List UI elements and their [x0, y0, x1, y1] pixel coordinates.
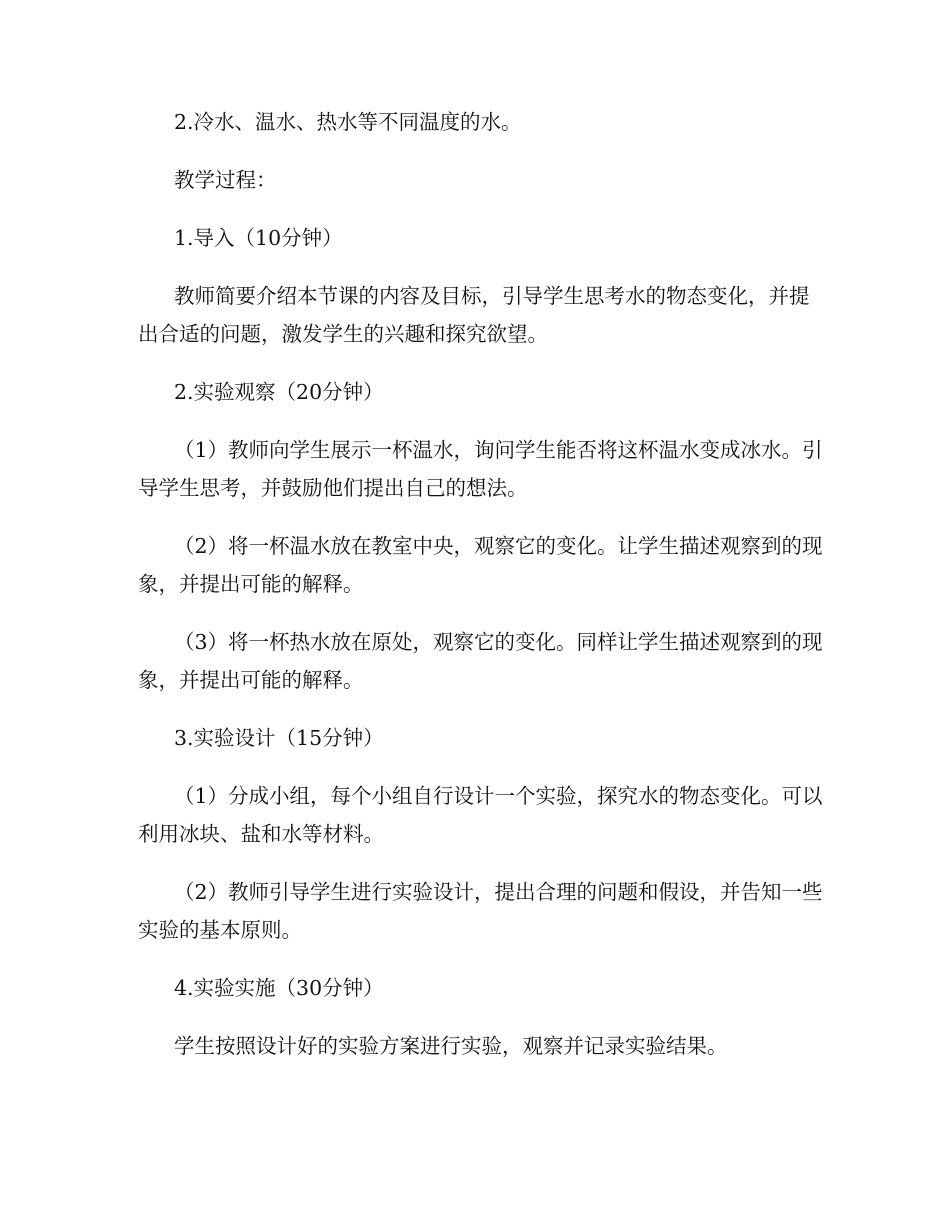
- materials-item-2: 2.冷水、温水、热水等不同温度的水。: [174, 110, 522, 134]
- document-body: [138, 103, 828, 1085]
- design-item-2: （2）教师引导学生进行实验设计，提出合理的问题和假设，并告知一些实验的基本原则。: [138, 880, 823, 942]
- step-heading-observation: 2.实验观察（20分钟）: [174, 380, 384, 404]
- observation-item-2: （2）将一杯温水放在教室中央，观察它的变化。让学生描述观察到的现象，并提出可能的解释。: [138, 534, 823, 596]
- implementation-text: 学生按照设计好的实验方案进行实验，观察并记录实验结果。: [174, 1034, 728, 1058]
- observation-item-3: （3）将一杯热水放在原处，观察它的变化。同样让学生描述观察到的现象，并提出可能的解释。: [138, 630, 823, 692]
- observation-item-1: （1）教师向学生展示一杯温水，询问学生能否将这杯温水变成冰水。引导学生思考，并鼓励他们提出自己的想法。: [138, 438, 823, 500]
- step-heading-design: 3.实验设计（15分钟）: [174, 726, 384, 750]
- step-heading-implementation: 4.实验实施（30分钟）: [174, 976, 384, 1000]
- section-heading-teaching-process: 教学过程：: [174, 168, 277, 192]
- step-heading-introduction: 1.导入（10分钟）: [174, 226, 343, 250]
- design-item-1: （1）分成小组，每个小组自行设计一个实验，探究水的物态变化。可以利用冰块、盐和水等材料。: [138, 784, 823, 846]
- introduction-text: 教师简要介绍本节课的内容及目标，引导学生思考水的物态变化，并提出合适的问题，激发学生的兴趣和探究欲望。: [138, 284, 810, 346]
